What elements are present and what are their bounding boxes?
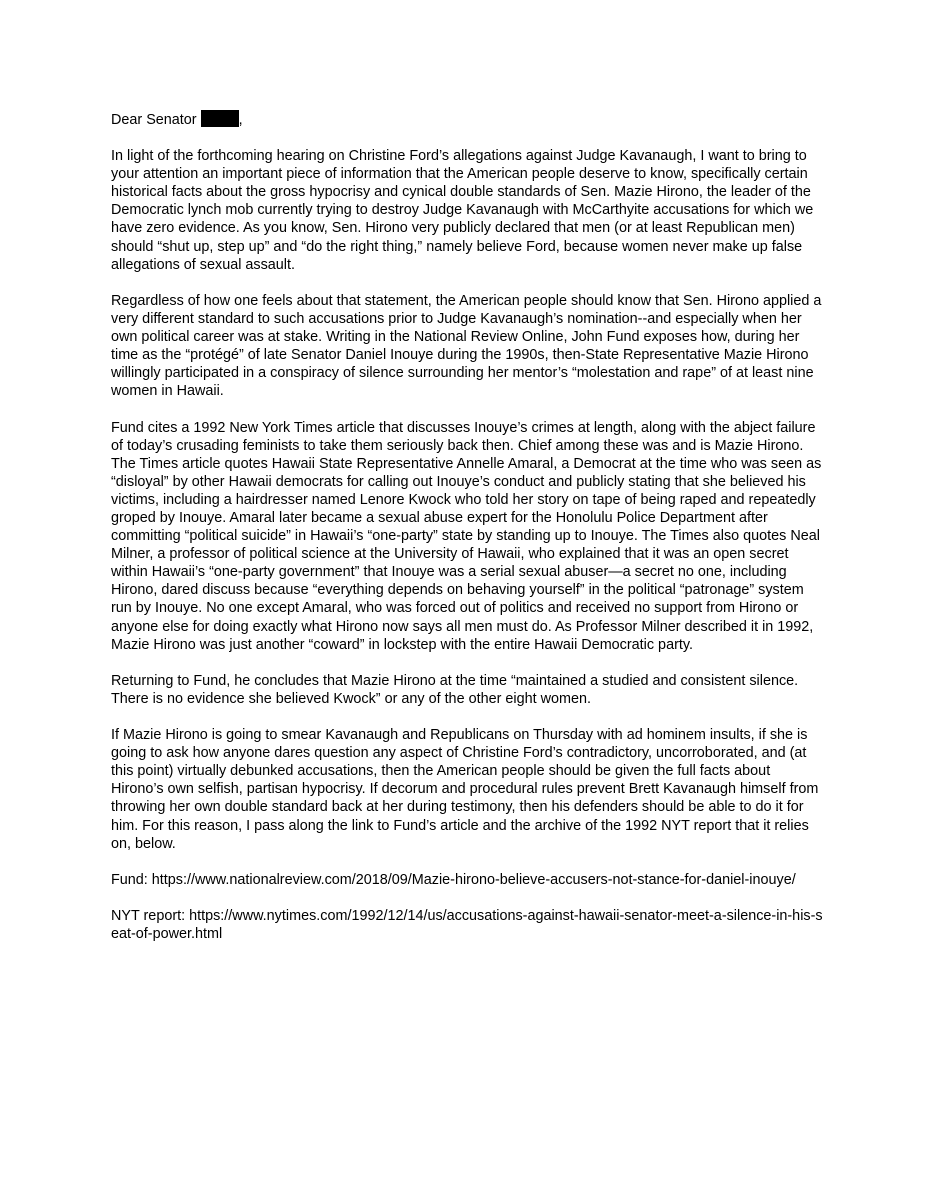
paragraph-nyt-article: Fund cites a 1992 New York Times article that discusses Inouye’s crimes at length, along with the abject failure of today’s crusading feminists to take them seriously back then. Chief among these was and is Mazie Hirono. The Times article quotes Hawaii State Representative Annelle Amaral, a Democrat at the time who was seen as “disloyal” by other Hawaii democrats for calling out Inouye’s conduct and publicly stating that she believed his victims, including a hairdresser named Lenore Kwock who told her story on tape of being raped and repeatedly groped by Inouye. Amaral later became a sexual abuse expert for the Honolulu Police Department after committing “political suicide” in Hawaii’s “one-party” state by standing up to Inouye. The Times also quotes Neal Milner, a professor of political science at the University of Hawaii, who explained that it was an open secret within Hawaii’s “one-party government” that Inouye was a serial sexual abuser—a secret no one, including Hirono, dared discuss because “everything depends on behaving yourself” in the political “patronage” system run by Inouye. No one except Amaral, who was forced out of politics and received no support from Hirono or anyone else for doing exactly what Hirono now says all men must do. As Professor Milner described it in 1992, Mazie Hirono was just another “coward” in lockstep with the entire Hawaii Democratic party. — [111, 419, 822, 653]
fund-link[interactable]: Fund: https://www.nationalreview.com/2018/09/Mazie-hirono-believe-accusers-not-stance-for-daniel-inouye/ — [111, 871, 796, 888]
paragraph-closing: If Mazie Hirono is going to smear Kavanaugh and Republicans on Thursday with ad hominem insults, if she is going to ask how anyone dares question any aspect of Christine Ford’s contradictory, uncorroborated, and (at this point) virtually debunked accusations, then the American people should be given the full facts about Hirono’s own selfish, partisan hypocrisy. If decorum and procedural rules prevent Brett Kavanaugh himself from throwing her own double standard back at her during testimony, then his defenders should be able to do it for him. For this reason, I pass along the link to Fund’s article and the archive of the 1992 NYT report that it relies on, below. — [111, 727, 819, 852]
redaction-bar — [201, 110, 239, 127]
paragraph-standard: Regardless of how one feels about that statement, the American people should know that Sen. Hirono applied a very different standard to such accusations prior to Judge Kavanaugh’s nomination--and especially when her own political career was at stake. Writing in the National Review Online, John Fund exposes how, during her time as the “protégé” of late Senator Daniel Inouye during the 1990s, then-State Representative Mazie Hirono willingly participated in a conspiracy of silence surrounding her mentor’s “molestation and rape” of at least nine women in Hawaii. — [111, 292, 822, 400]
paragraph-fund-conclusion: Returning to Fund, he concludes that Mazie Hirono at the time “maintained a studied and consistent silence. There is no evidence she believed Kwock” or any of the other eight women. — [111, 672, 799, 707]
salutation-comma: , — [238, 112, 243, 128]
salutation — [111, 110, 823, 129]
paragraph-intro: In light of the forthcoming hearing on Christine Ford’s allegations against Judge Kavanaugh, I want to bring to your attention an important piece of information that the American people deserve to know, specifically certain historical facts about the gross hypocrisy and cynical double standards of Sen. Mazie Hirono, the leader of the Democratic lynch mob currently trying to destroy Judge Kavanaugh with McCarthyite accusations for which we have zero evidence. As you know, Sen. Hirono very publicly declared that men (or at least Republican men) should “shut up, step up” and “do the right thing,” namely believe Ford, because women never make up false allegations of sexual assault. — [111, 148, 814, 273]
letter-body — [111, 110, 823, 961]
salutation-text: Dear Senator — [111, 112, 197, 128]
nyt-link[interactable]: NYT report: https://www.nytimes.com/1992/12/14/us/accusations-against-hawaii-senator-meet-a-silence-in-his-seat-of-power.html — [111, 908, 823, 943]
